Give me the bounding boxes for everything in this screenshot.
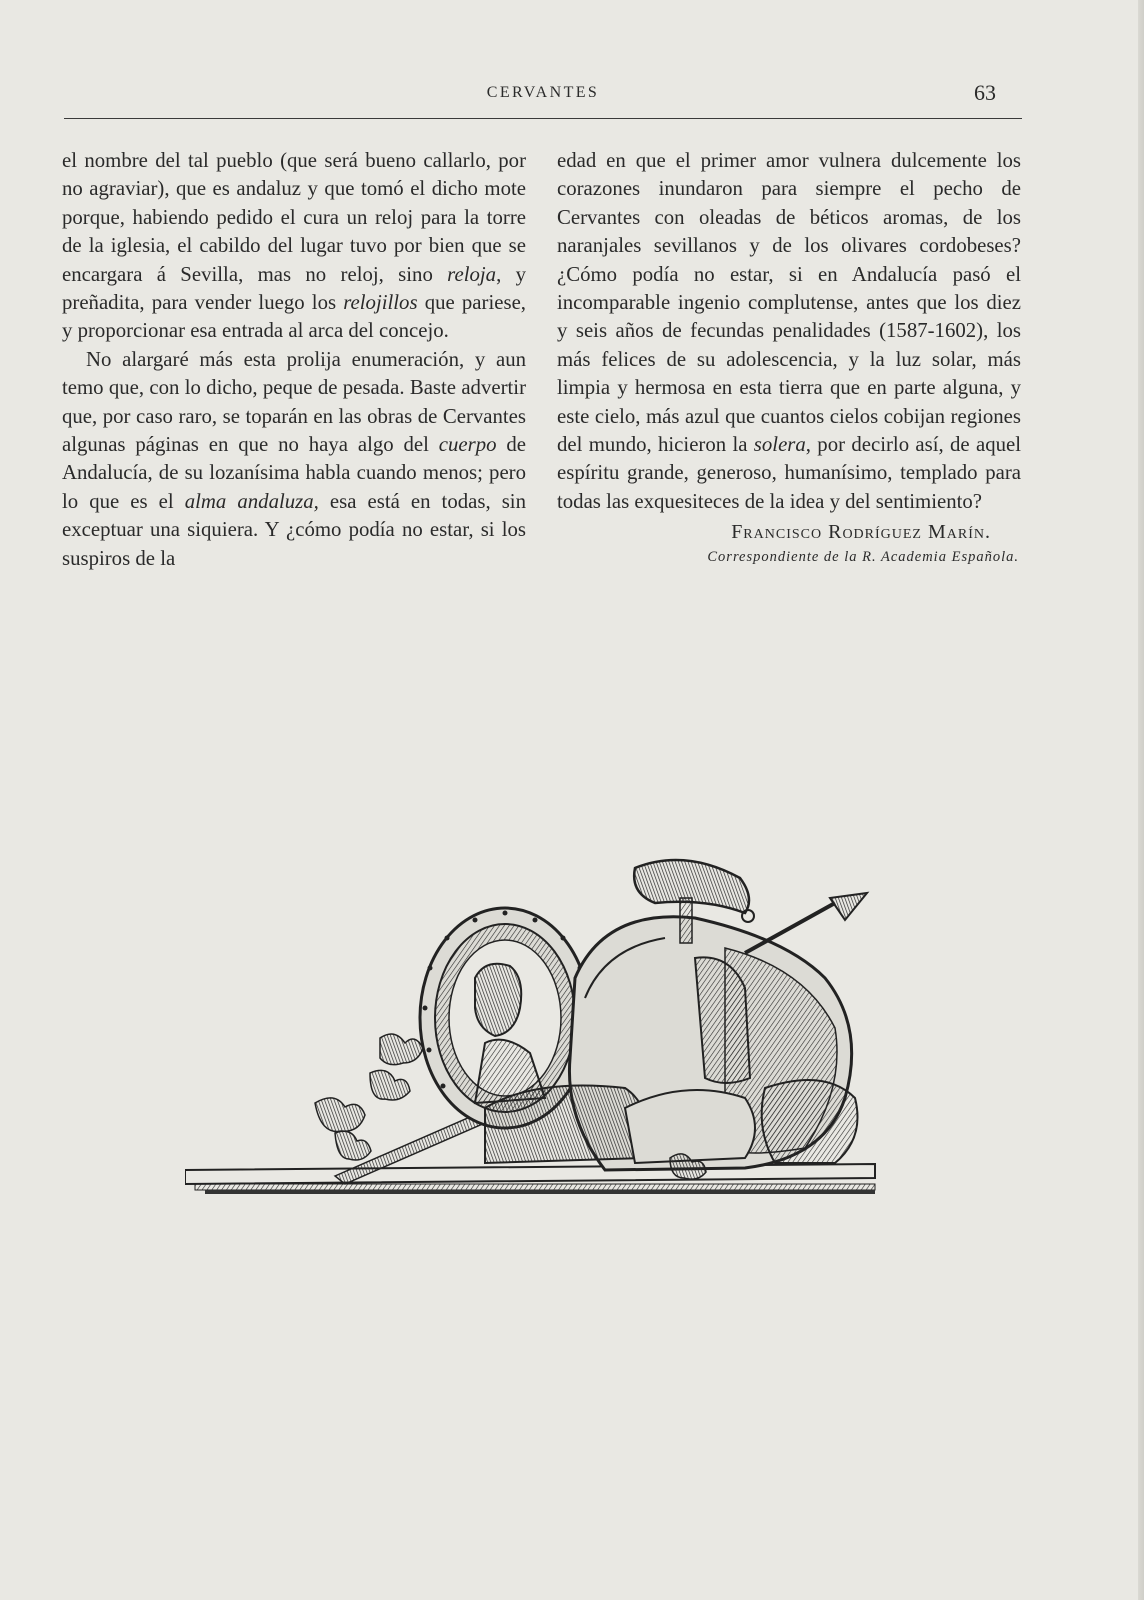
header-rule	[64, 118, 1022, 119]
text-run: No alargaré más esta prolija enumeración, y aun temo que, con lo dicho, peque de pesada. Baste advertir que, por caso raro, se toparán en las obras de Cervantes algunas páginas en que no haya algo del	[62, 347, 526, 457]
text-run: el nombre del tal pueblo (que será bueno callarlo, por no agraviar), que es andaluz y que tomó el dicho mote porque, habiendo pedido el cura un reloj para la torre de la iglesia, el cabildo del lugar tuvo por bien que se encargara á Sevilla, mas no reloj, sino	[62, 149, 526, 286]
text-run: esa está en todas, sin exceptuar una siquiera. Y ¿cómo podía no estar, si los suspiros de la	[62, 489, 526, 570]
page-number: 63	[974, 80, 996, 105]
left-column	[62, 147, 526, 573]
right-paragraph-1	[557, 147, 1021, 516]
ledge-base	[185, 1164, 875, 1194]
text-run: que pariese, y proporcionar esa entrada al arca del concejo.	[62, 291, 526, 343]
italic-text-run: cuerpo	[438, 433, 497, 457]
running-title: CERVANTES	[486, 84, 600, 101]
text-run: edad en que el primer amor vulnera dulcemente los corazones inundaron para siempre el pecho de Cervantes con oleadas de béticos aromas, de los naranjales sevillanos y de los olivares cordobeses? ¿Cómo podía no estar, si en Andalucía pasó el incomparable ingenio complutense, antes que los diez y seis años de fecundas penalidades (1587-1602), los más felices de su adolescencia, y la luz solar, más limpia y hermosa en esta tierra que en parte alguna, y este cielo, más azul que cuantos cielos cobijan regiones del mundo, hicieron la	[557, 149, 1021, 457]
right-column	[557, 147, 1021, 568]
author-signature: Francisco Rodríguez Marín.	[731, 521, 991, 544]
text-run: , y preñadita, para vender luego los	[62, 262, 526, 315]
italic-text-run: relojillos	[343, 291, 418, 315]
author-role: Correspondiente de la R. Academia Española.	[707, 549, 1019, 566]
left-paragraph-1	[62, 147, 526, 346]
left-paragraph-2	[62, 346, 526, 573]
italic-text-run: solera	[753, 433, 806, 457]
italic-text-run: alma andaluza,	[184, 489, 319, 513]
text-run: , por decirlo así, de aquel espíritu grande, generoso, humanísimo, templado para todas las exquesiteces de la idea y del sentimiento?	[557, 433, 1022, 513]
spear	[745, 893, 867, 953]
page-edge	[1138, 0, 1144, 1600]
text-run: de Andalucía, de su lozanísima habla cuando menos; pero lo que es el	[62, 433, 526, 513]
italic-text-run: reloja	[447, 262, 497, 286]
armor-trophy-engraving-icon	[185, 858, 885, 1218]
running-head	[64, 80, 1022, 114]
